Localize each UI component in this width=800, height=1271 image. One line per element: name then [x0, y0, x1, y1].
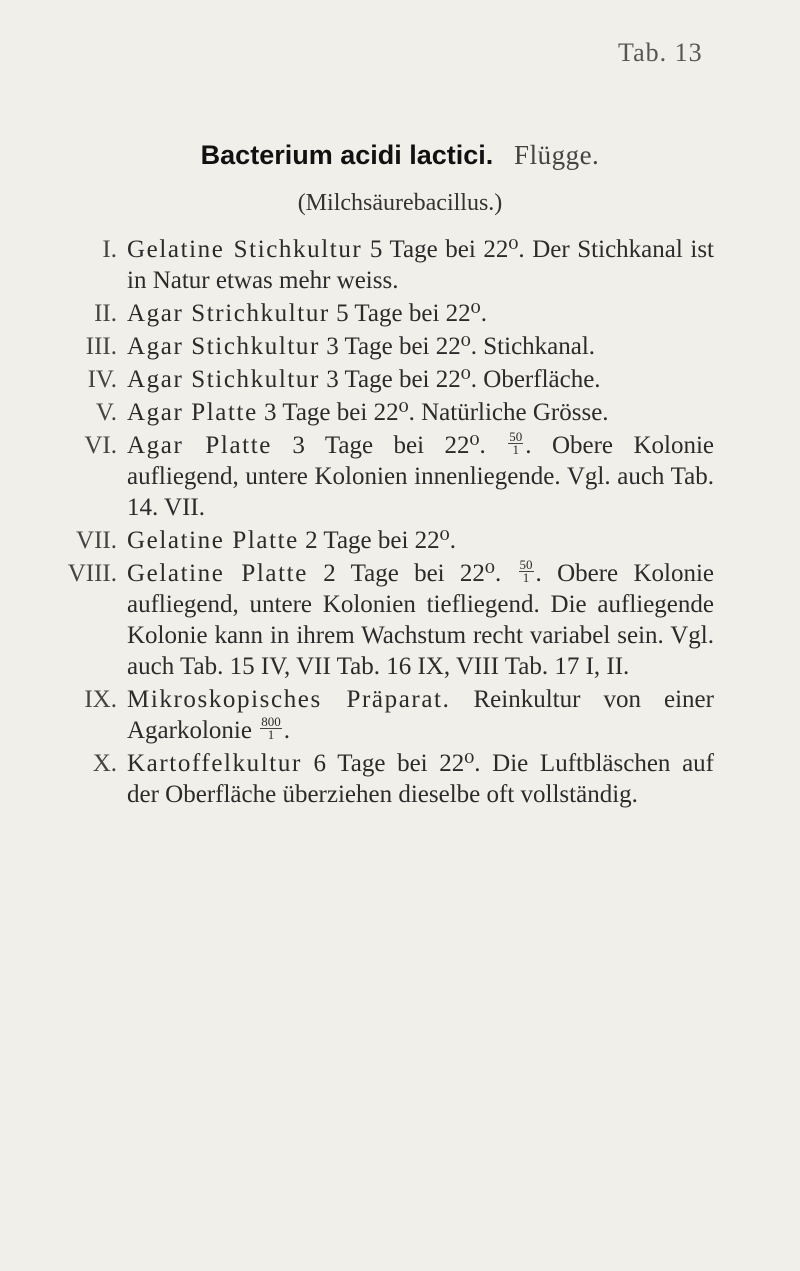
entry-culture-type: Agar Stichkultur [127, 366, 320, 393]
figure-entry [0, 364, 800, 395]
entry-culture-type: Gelatine Platte [127, 527, 299, 554]
figure-entry [0, 748, 800, 810]
entry-numeral: II. [94, 300, 117, 327]
entry-culture-type: Agar Platte [127, 399, 258, 426]
entry-description: 6 Tage bei 22⁰. Die Luftbläschen auf der Oberfläche überziehen dieselbe oft vollständig. [127, 750, 714, 808]
entry-description: 5 Tage bei 22⁰. [329, 300, 487, 327]
entry-numeral: VII. [76, 527, 117, 554]
entry-description-continued: . [283, 717, 290, 744]
entry-numeral: IV. [87, 366, 117, 393]
entry-numeral: VIII. [67, 560, 117, 587]
entry-text [127, 525, 714, 556]
fraction-numerator: 50 [519, 556, 533, 572]
page-subtitle: (Milchsäurebacillus.) [297, 190, 503, 216]
entry-numeral: VI. [84, 432, 117, 459]
figure-entry [0, 397, 800, 428]
entry-culture-type: Mikroskopisches Präparat. [127, 686, 451, 713]
entry-text [127, 234, 714, 296]
figure-entry [0, 684, 800, 746]
fraction-denominator: 1 [522, 569, 530, 585]
fraction-denominator: 1 [267, 726, 275, 742]
entry-culture-type: Agar Platte [127, 432, 272, 459]
entry-description: 3 Tage bei 22⁰. Stichkanal. [319, 333, 596, 360]
figure-list [0, 234, 800, 812]
entry-culture-type: Kartoffelkultur [127, 750, 302, 777]
entry-description-continued: . Obere Kolonie aufliegend, untere Kolonien tiefliegend. Die aufliegende Kolonie kann in ihrem Wachstum recht variabel sein. Vgl. auch Tab. 15 IV, VII Tab. 16 IX, VIII Tab. 17 I, II. [127, 560, 714, 680]
figure-entry [0, 298, 800, 329]
entry-numeral: IX. [84, 686, 117, 713]
entry-description: 2 Tage bei 22⁰. [307, 560, 502, 587]
entry-numeral: III. [85, 333, 117, 360]
fraction-numerator: 800 [261, 713, 281, 729]
entry-culture-type: Agar Strichkultur [127, 300, 330, 327]
magnification-fraction [519, 556, 534, 585]
entry-description-continued: . Obere Kolonie aufliegend, untere Kolonien innenliegende. Vgl. auch Tab. 14. VII. [127, 432, 714, 521]
entry-numeral: X. [92, 750, 117, 777]
entry-text [127, 364, 714, 395]
species-name: Bacterium acidi lactici. [200, 140, 494, 170]
fraction-denominator: 1 [512, 441, 519, 457]
entry-text [127, 684, 714, 746]
entry-description: 3 Tage bei 22⁰. Oberfläche. [319, 366, 601, 393]
entry-numeral: I. [102, 236, 117, 263]
figure-entry [0, 430, 800, 523]
entry-text [127, 558, 714, 682]
entry-description: 3 Tage bei 22⁰. [271, 432, 486, 459]
magnification-fraction [508, 428, 523, 457]
entry-description: 2 Tage bei 22⁰. [298, 527, 456, 554]
author-name: Flügge. [514, 140, 600, 170]
figure-entry [0, 234, 800, 296]
entry-description: 3 Tage bei 22⁰. Natürliche Grösse. [257, 399, 609, 426]
page-title [0, 140, 800, 171]
entry-numeral: V. [95, 399, 117, 426]
entry-text [127, 748, 714, 810]
entry-text [127, 298, 714, 329]
entry-text [127, 430, 714, 523]
plate-reference: Tab. 13 [618, 38, 703, 67]
entry-text [127, 331, 714, 362]
entry-culture-type: Gelatine Platte [127, 560, 308, 587]
entry-description: Reinkultur von einer Agarkolonie [127, 686, 714, 744]
figure-entry [0, 558, 800, 682]
figure-entry [0, 525, 800, 556]
entry-culture-type: Agar Stichkultur [127, 333, 320, 360]
figure-entry [0, 331, 800, 362]
magnification-fraction [260, 713, 282, 742]
fraction-numerator: 50 [509, 428, 523, 444]
entry-text [127, 397, 714, 428]
entry-culture-type: Gelatine Stichkultur [127, 236, 363, 263]
entry-description: 5 Tage bei 22⁰. Der Stichkanal ist in Natur etwas mehr weiss. [127, 236, 714, 294]
